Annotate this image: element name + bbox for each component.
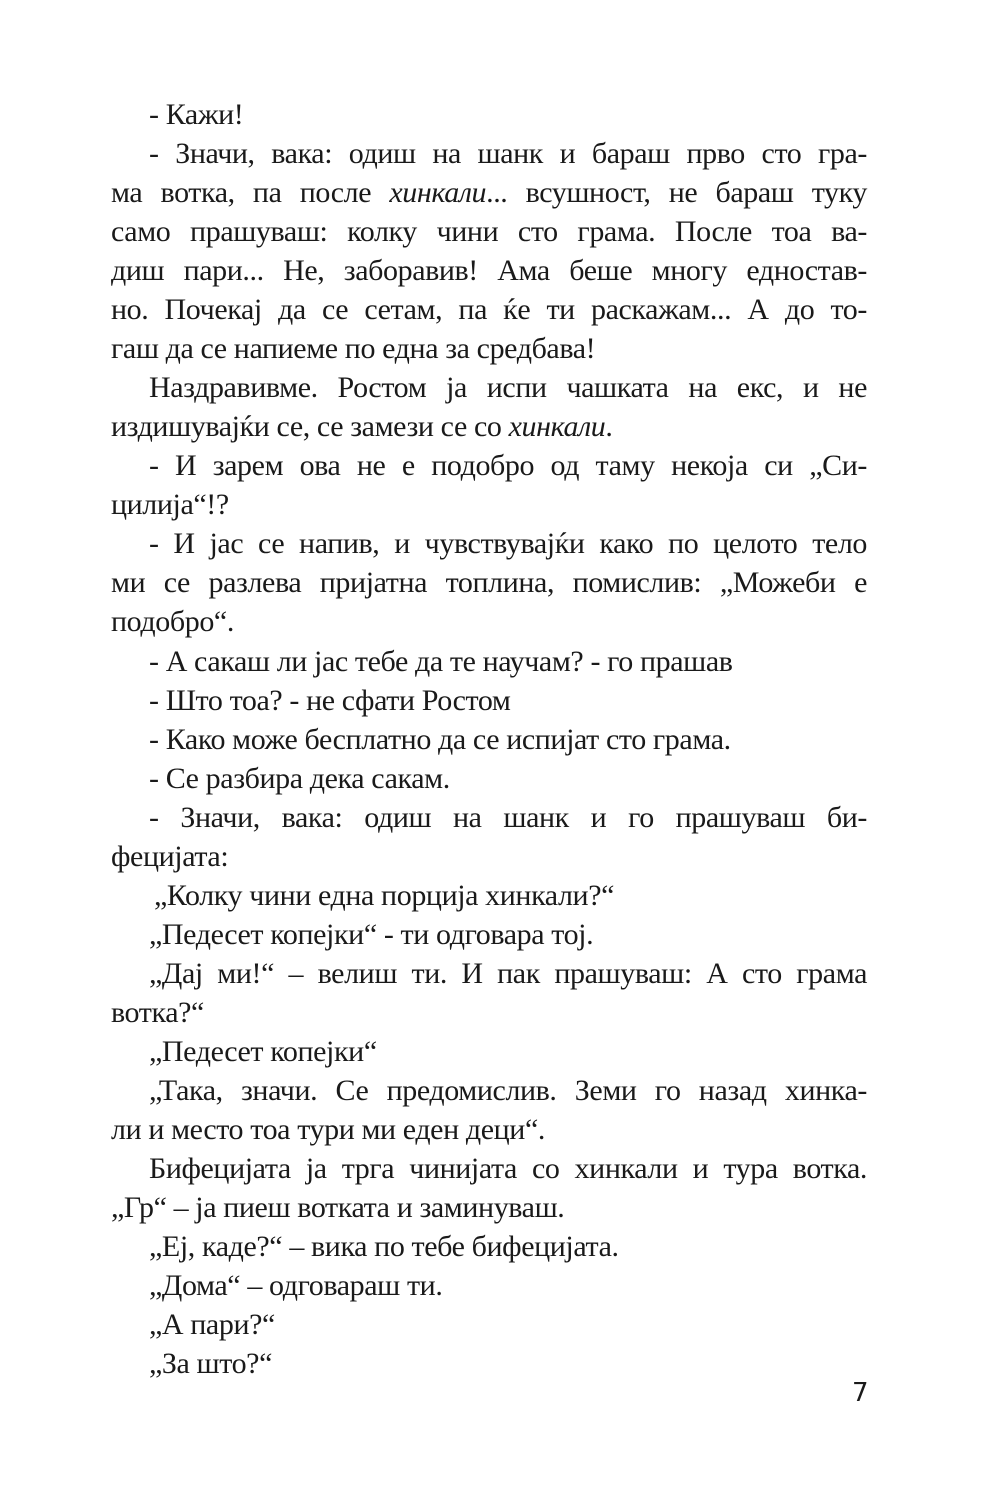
text-line: „Така, значи. Се предомислив. Земи го назад хинка- <box>149 1074 867 1107</box>
text-line: вотка?“ <box>111 996 204 1029</box>
text-line: гаш да се напиеме по една за средбава! <box>111 332 596 365</box>
text-line: цилија“!? <box>111 488 229 521</box>
text-line <box>111 174 867 212</box>
text-line: ми се разлева пријатна топлина, помислив: „Можеби е <box>111 566 867 599</box>
text-line: само прашуваш: колку чини сто грама. После тоа ва- <box>111 215 867 248</box>
text-line: но. Почекај да се сетам, па ќе ти раскажам... А до то- <box>111 293 867 326</box>
italic-word: хинкали <box>389 176 487 209</box>
text-line: „Педесет копејки“ - ти одговара тој. <box>149 918 594 951</box>
text-line: „Педесет копејки“ <box>149 1035 377 1068</box>
text-line: „Колку чини една порција хинкали?“ <box>154 879 615 912</box>
text-line: Бифецијата ја трга чинијата со хинкали и тура вотка. <box>149 1152 867 1185</box>
text-line <box>111 408 867 446</box>
text-span: . <box>605 410 613 443</box>
text-span: ма вотка, па после <box>111 176 390 209</box>
text-line: „А пари?“ <box>149 1308 275 1341</box>
text-line: - И зарем ова не е подобро од таму некоја си „Си- <box>149 449 867 482</box>
text-line: - Значи, вака: одиш на шанк и го прашуваш би- <box>149 801 867 834</box>
text-span: издишувајќи се, се замези се со <box>111 410 509 443</box>
italic-word: хинкали <box>508 410 606 443</box>
text-line: диш пари... Не, заборавив! Ама беше многу едностав- <box>111 254 867 287</box>
text-line: Наздравивме. Ростом ја испи чашката на екс, и не <box>149 371 867 404</box>
text-line: - И јас се напив, и чувствувајќи како по целото тело <box>149 527 867 560</box>
text-line: „Гр“ – ја пиеш вотката и заминуваш. <box>111 1191 565 1224</box>
text-line: - Како може бесплатно да се испијат сто грама. <box>149 723 731 756</box>
text-line: - Значи, вака: одиш на шанк и бараш прво сто гра- <box>149 137 867 170</box>
text-line: „За што?“ <box>149 1347 273 1380</box>
text-line: фецијата: <box>111 840 229 873</box>
text-line: ли и место тоа тури ми еден деци“. <box>111 1113 545 1146</box>
text-line: „Еј, каде?“ – вика по тебе бифецијата. <box>149 1230 619 1263</box>
text-line: - Што тоа? - не сфати Ростом <box>149 684 511 717</box>
text-line: - Кажи! <box>149 98 244 131</box>
text-line: „Дома“ – одговараш ти. <box>149 1269 443 1302</box>
text-line: „Дај ми!“ – велиш ти. И пак прашуваш: А сто грама <box>149 957 867 990</box>
text-line: - А сакаш ли јас тебе да те научам? - го прашав <box>149 645 733 678</box>
text-span: ... всушност, не бараш туку <box>486 176 867 209</box>
text-line: - Се разбира дека сакам. <box>149 762 450 795</box>
text-line: подобро“. <box>111 605 234 638</box>
page-number: 7 <box>852 1378 869 1408</box>
